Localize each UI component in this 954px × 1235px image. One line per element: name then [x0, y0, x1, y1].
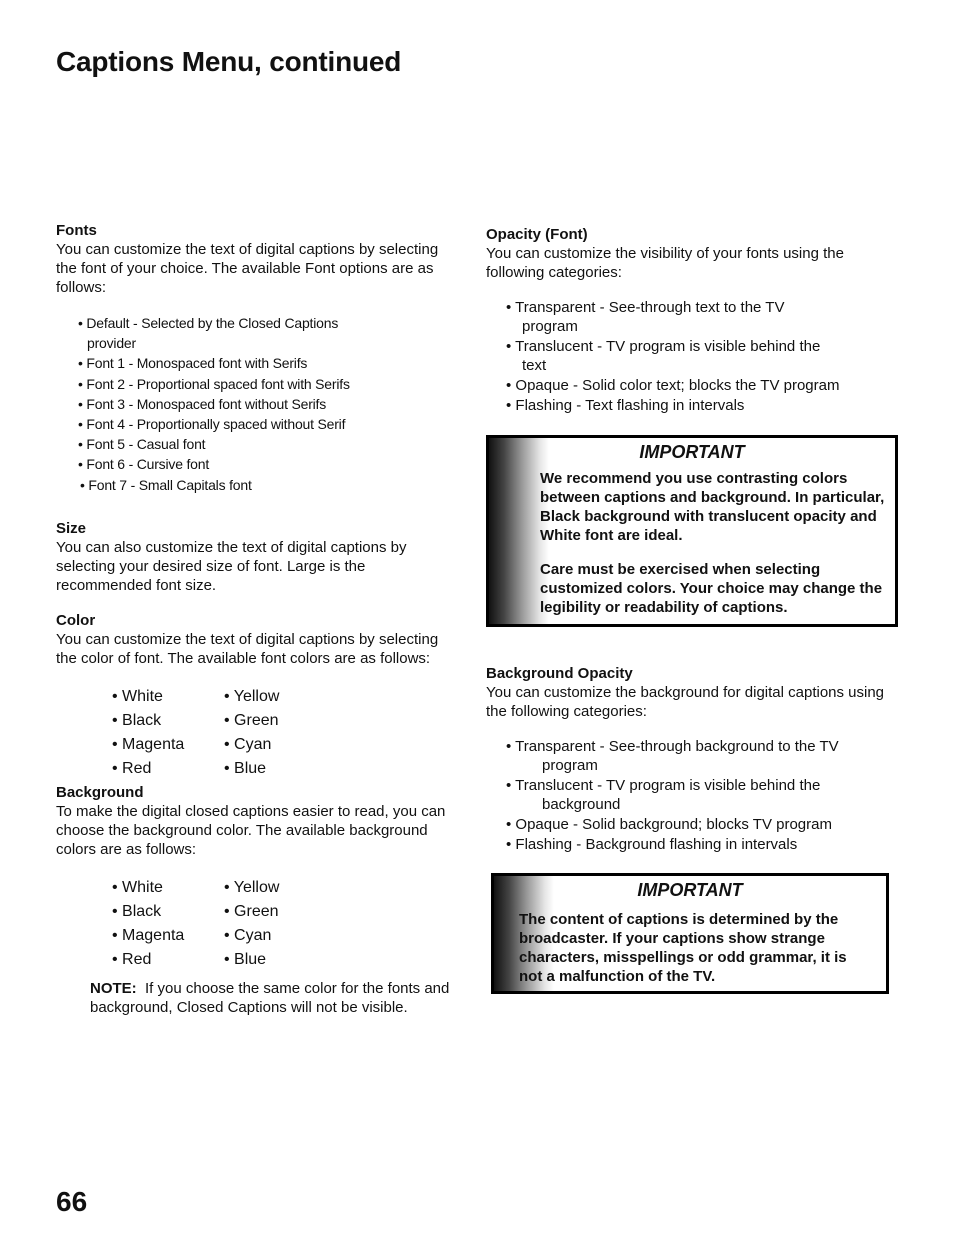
- size-heading: Size: [56, 519, 87, 537]
- background-opacity-text: You can customize the background for digital captions using the following categories:: [486, 684, 885, 720]
- note-label: NOTE:: [90, 979, 137, 997]
- color-option: • Black: [112, 902, 162, 920]
- list-item: • Opaque - Solid color text; blocks the TV program: [506, 377, 840, 394]
- color-option: • Green: [224, 711, 279, 729]
- list-item: • Font 3 - Monospaced font without Serifs: [78, 395, 327, 412]
- opacity-font-section: [486, 225, 898, 415]
- color-option: • Cyan: [224, 735, 272, 753]
- opacity-option-text-cont: text: [522, 357, 547, 374]
- background-text: To make the digital closed captions easier to read, you can choose the background color. The available background colors are as follows:: [56, 802, 446, 858]
- important-paragraph: Care must be exercised when selecting customized colors. Your choice may change the legibility or readability of captions.: [540, 561, 883, 616]
- background-color-grid: [112, 876, 451, 972]
- background-heading: Background: [56, 783, 144, 801]
- color-option: • Yellow: [224, 687, 280, 705]
- list-item: [506, 776, 898, 814]
- color-option: • Red: [112, 759, 152, 777]
- list-item: • Opaque - Solid background; blocks TV program: [506, 816, 832, 833]
- opacity-option-text: • Transparent - See-through text to the TV: [506, 299, 785, 316]
- important-title: IMPORTANT: [637, 880, 743, 900]
- color-option: • Green: [224, 902, 279, 920]
- list-item: [506, 298, 898, 336]
- color-text: You can customize the text of digital captions by selecting the color of font. The available font colors are as follows:: [56, 630, 439, 667]
- important-body: [519, 910, 874, 986]
- color-option: • Blue: [224, 759, 267, 777]
- background-note: [90, 979, 450, 1017]
- color-option: • Yellow: [224, 878, 280, 896]
- size-section: [56, 519, 451, 595]
- color-option: • Blue: [224, 950, 267, 968]
- list-item: [78, 313, 451, 353]
- list-item: • Font 5 - Casual font: [78, 436, 206, 453]
- color-option: • Black: [112, 711, 162, 729]
- bg-opacity-option-text-cont: program: [542, 757, 598, 774]
- list-item: • Flashing - Background flashing in intervals: [506, 836, 798, 853]
- fonts-intro: You can customize the text of digital captions by selecting the font of your choice. The available Font options are as follows:: [56, 241, 439, 296]
- color-option: • Red: [112, 950, 152, 968]
- list-item: • Font 1 - Monospaced font with Serifs: [78, 355, 308, 372]
- color-option: • Cyan: [224, 926, 272, 944]
- font-option-text: • Default - Selected by the Closed Captions: [78, 315, 339, 331]
- page-title: Captions Menu, continued: [56, 46, 402, 77]
- list-item: • Font 6 - Cursive font: [78, 456, 210, 473]
- font-option-text-cont: provider: [87, 335, 136, 352]
- right-column: [486, 225, 898, 416]
- list-item: • Font 2 - Proportional spaced font with Serifs: [78, 375, 350, 392]
- background-opacity-section: [486, 664, 898, 855]
- important-paragraph: The content of captions is determined by the broadcaster. If your captions show strange characters, misspellings or odd grammar, it is not a malfunction of the TV.: [519, 911, 847, 985]
- important-body: [540, 469, 892, 617]
- important-box-contrast: [486, 435, 898, 627]
- left-column: [56, 221, 451, 1017]
- list-item: [506, 737, 898, 775]
- color-option: • White: [112, 687, 163, 705]
- bg-opacity-option-text: • Transparent - See-through background to the TV: [506, 738, 839, 755]
- background-opacity-heading: Background Opacity: [486, 665, 633, 682]
- important-title: IMPORTANT: [639, 442, 745, 462]
- color-heading: Color: [56, 611, 96, 629]
- color-section: [56, 611, 451, 781]
- fonts-section: [56, 221, 451, 495]
- important-box-broadcaster: [491, 873, 889, 994]
- list-item: [506, 337, 898, 375]
- bg-opacity-option-text: • Translucent - TV program is visible behind the: [506, 777, 821, 794]
- opacity-font-list: [506, 298, 898, 415]
- opacity-font-heading: Opacity (Font): [486, 226, 588, 243]
- background-opacity-list: [506, 737, 898, 854]
- background-section: [56, 783, 451, 1017]
- fonts-heading: Fonts: [56, 222, 97, 239]
- opacity-option-text: • Translucent - TV program is visible behind the: [506, 338, 821, 355]
- list-item: • Flashing - Text flashing in intervals: [506, 397, 745, 414]
- list-item: • Font 4 - Proportionally spaced without Serif: [78, 416, 346, 433]
- size-text: You can also customize the text of digital captions by selecting your desired size of font. Large is the recommended font size.: [56, 538, 407, 594]
- color-option: • Magenta: [112, 735, 185, 753]
- important-paragraph: We recommend you use contrasting colors between captions and background. In particular, Black background with translucent opacity and White font are ideal.: [540, 470, 885, 544]
- color-option: • White: [112, 878, 163, 896]
- bg-opacity-option-text-cont: background: [542, 796, 621, 813]
- note-text: If you choose the same color for the fonts and background, Closed Captions will not be visible.: [90, 979, 450, 1016]
- color-option: • Magenta: [112, 926, 185, 944]
- list-item: • Font 7 - Small Capitals font: [80, 476, 252, 493]
- opacity-font-text: You can customize the visibility of your fonts using the following categories:: [486, 245, 844, 281]
- page-number: 66: [56, 1186, 88, 1217]
- opacity-option-text-cont: program: [522, 318, 578, 335]
- font-options-list: [78, 313, 451, 495]
- font-color-grid: [112, 685, 451, 781]
